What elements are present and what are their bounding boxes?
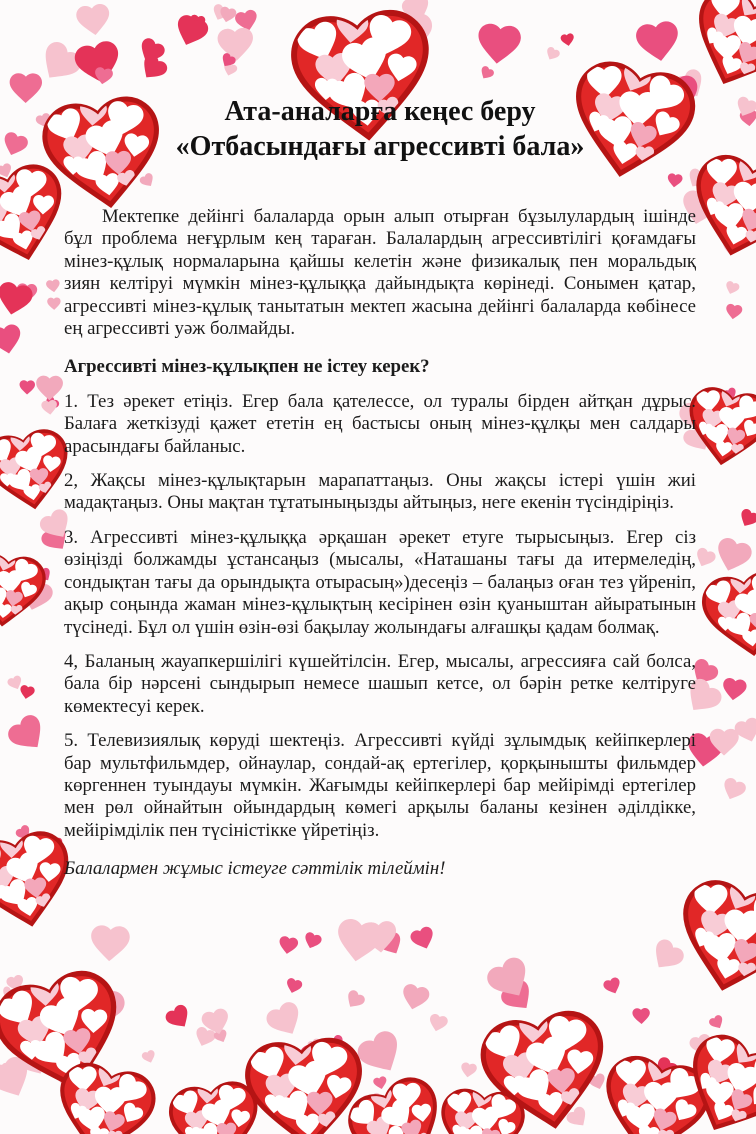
heart-icon: [737, 507, 756, 530]
heart-icon: [725, 303, 743, 320]
heart-icon: [712, 536, 754, 576]
heart-icon: [544, 46, 561, 63]
heart-icon: [302, 931, 323, 951]
heart-icon: [245, 1033, 366, 1134]
heart-icon: [0, 130, 30, 159]
heart-icon: [19, 684, 36, 700]
closing-line: Балалармен жұмыс істеуге сәттілік тілеймін!: [64, 858, 446, 880]
tip-3: 3. Агрессивті мінез-құлыққа әрқашан әрекет етуге тырысыңыз. Егер сіз өзіңізді болжамды ұстансаңыз (мысалы, «Наташаны тағы да итермеледің, сондықтан тағы да орындықта отырасың»)десеңіз – балаңыз оған тез үйреніп, ақыр соңында жаман мінез-құлықтың кесірінен өзін қуаныштан айыратынын түсінеді. Бұл ол үшін өзін-өзі бақылау жолындағы алғашқы қадам болмақ.: [64, 526, 696, 638]
heart-icon: [693, 546, 718, 570]
heart-icon: [36, 375, 63, 400]
heart-icon: [632, 1008, 650, 1025]
heart-icon: [399, 983, 431, 1013]
heart-icon: [41, 399, 58, 415]
heart-icon: [75, 3, 112, 37]
section-heading: Агрессивті мінез-құлықпен не істеу керек?: [64, 356, 430, 378]
heart-icon: [217, 27, 254, 61]
heart-icon: [163, 1002, 194, 1033]
heart-icon: [724, 280, 741, 296]
heart-icon: [560, 33, 575, 47]
heart-icon: [634, 20, 681, 64]
heart-icon: [46, 279, 61, 293]
heart-icon: [141, 1049, 157, 1065]
tip-1: 1. Тез әрекет етіңіз. Егер бала қателессе, ол туралы бірден айтқан дұрыс. Балаға жеткізуді қажет ететін ең бастысы оның мінез-құлқы мен салдары арасындағы байланыс.: [64, 390, 696, 457]
heart-icon: [427, 1013, 449, 1034]
heart-icon: [647, 936, 687, 976]
heart-icon: [284, 977, 303, 995]
heart-icon: [343, 988, 367, 1011]
heart-icon: [47, 297, 61, 310]
heart-icon: [0, 550, 46, 629]
heart-icon: [602, 976, 623, 996]
page-title: [64, 94, 696, 164]
tip-4: 4, Баланың жауапкершілігі күшейтілсін. Егер, мысалы, агрессияға сай болса, бала бір нәрсені сындырып немесе шашып кетсе, ол бәрін ретке келтіруге көмектесуі керек.: [64, 650, 696, 717]
tip-5: 5. Телевизиялық көруді шектеңіз. Агрессивті күйді зұлымдық кейіпкерлері бар мультфильмдер, ойнаулар, сондай-ақ ертегілер, қорқынышты фильмдер көргеннен туындауы мүмкін. Жағымды кейіпкерлері бар мейірімді ертегілер мен рөл ойнайтын ойындардың көмегі арқылы баланы кезінен әділдікке, мейірімділік пен түсіністікке үйретіңіз.: [64, 730, 696, 841]
document-content: [64, 94, 696, 893]
heart-icon: [409, 925, 438, 953]
intro-paragraph: Мектепке дейінгі балаларда орын алып отырған бұзылулардың ішінде бұл проблема неғұрлым кең тараған. Балалардың агрессивтілігі қоғамдағы мінез-құлық нормаларына қайшы келетін және физикалық пен моральдық зиян келтіруі мүмкін мінез-құлыққа дайындықта көрінеді. Сонымен қатар, агрессивті мінез-құлық танытатын мектеп жасына дейінгі балаларда көбінесе ең агрессивті уәж болмайды.: [64, 206, 696, 340]
heart-icon: [0, 157, 74, 270]
heart-icon: [9, 73, 42, 103]
heart-icon: [278, 935, 299, 955]
heart-icon: [708, 1014, 726, 1032]
heart-icon: [72, 39, 124, 88]
heart-icon: [93, 66, 113, 85]
heart-icon: [476, 23, 522, 66]
heart-icon: [700, 567, 756, 660]
heart-icon: [478, 65, 495, 82]
heart-icon: [19, 380, 35, 395]
heart-icon: [373, 1076, 389, 1091]
heart-icon: [263, 999, 307, 1042]
title-line-2: «Отбасындағы агрессивті бала»: [175, 131, 585, 162]
tip-2: 2, Жақсы мінез-құлықтарын марапаттаңыз. Оны жақсы істері үшін жиі мадақтаңыз. Оны мақтан тұтатыныңызды айтыңыз, неге екенін түсіндіріңіз.: [64, 470, 696, 514]
heart-icon: [720, 776, 748, 803]
heart-icon: [4, 711, 51, 757]
heart-icon: [0, 323, 24, 357]
heart-icon: [460, 1062, 478, 1079]
title-line-1: Ата-аналарға кеңес беру: [224, 96, 536, 127]
heart-icon: [136, 52, 169, 85]
heart-icon: [90, 925, 130, 962]
heart-icon: [721, 677, 747, 702]
